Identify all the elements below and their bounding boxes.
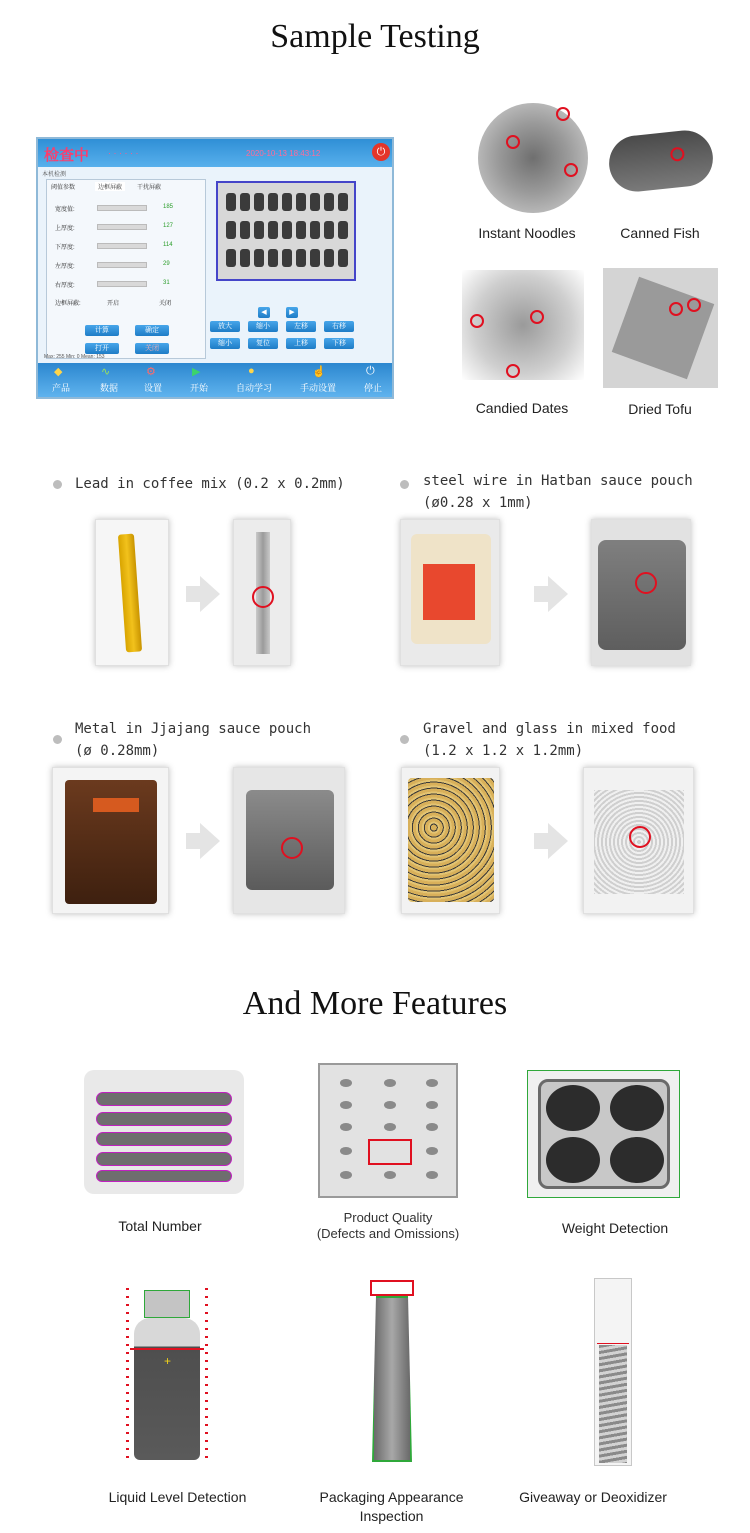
settings-icon: ⚙ <box>146 366 156 378</box>
move-left-button[interactable]: 左移 <box>286 321 316 332</box>
hmi-screen <box>36 137 394 399</box>
section-title-sample-testing: Sample Testing <box>270 18 480 55</box>
hmi-stats: Max: 255 Min: 0 Mean: 153 <box>44 354 105 360</box>
calc-button[interactable]: 计算 <box>85 325 119 336</box>
reset-button[interactable]: 复位 <box>248 338 278 349</box>
hmi-header <box>38 139 392 167</box>
hand-icon: ☝ <box>312 366 326 378</box>
arrow-stem <box>534 586 548 602</box>
tab-edge[interactable]: 边框屏蔽 <box>95 182 125 191</box>
crosshair-icon: + <box>164 1354 172 1368</box>
zoom-out-button[interactable]: 缩小 <box>248 321 278 332</box>
caption-product-quality-sub: (Defects and Omissions) <box>316 1226 460 1241</box>
case-label-size: (ø0.28 x 1mm) <box>423 495 533 511</box>
nav-product[interactable]: 产品 <box>51 383 70 393</box>
nav-auto-learn[interactable]: 自动学习 <box>235 383 272 393</box>
giveaway-image <box>594 1278 632 1466</box>
section-title-more-features: And More Features <box>242 985 508 1022</box>
nav-start[interactable]: 开始 <box>189 383 208 393</box>
caption-weight-detection: Weight Detection <box>561 1220 669 1236</box>
arrow-right-icon <box>548 823 568 859</box>
hmi-datetime: 2020-10-13 18:43:12 <box>246 149 321 158</box>
nav-manual-setup[interactable]: 手动设置 <box>299 383 336 393</box>
bullet <box>53 480 62 489</box>
caption-instant-noodles: Instant Noodles <box>478 225 576 241</box>
foreign-body-marker <box>470 314 484 328</box>
zoom-in-button[interactable]: 放大 <box>210 321 240 332</box>
move-up-button[interactable]: 上移 <box>286 338 316 349</box>
slider[interactable] <box>97 243 147 249</box>
product-quality-image <box>318 1063 458 1198</box>
liquid-level-image <box>126 1288 208 1463</box>
case-label: Gravel and glass in mixed food <box>423 721 676 737</box>
foreign-body-marker <box>506 135 520 149</box>
packaging-appearance-image <box>362 1280 422 1465</box>
edge-off-radio[interactable]: 关闭 <box>159 301 172 307</box>
caption-candied-dates: Candied Dates <box>475 400 569 416</box>
open-button[interactable]: 打开 <box>85 343 119 354</box>
arrow-stem <box>186 586 200 602</box>
foreign-body-marker <box>556 107 570 121</box>
arrow-stem <box>186 833 200 849</box>
hmi-status: 检查中 <box>44 147 90 164</box>
canned-fish-xray <box>606 128 715 195</box>
power-icon[interactable]: ⏻ <box>372 143 390 161</box>
data-icon: ∿ <box>101 366 111 378</box>
edge-on-radio[interactable]: 开启 <box>107 301 120 307</box>
foreign-body-marker <box>506 364 520 378</box>
hmi-settings-panel: 阈值参数 边框屏蔽 干扰屏蔽 宽度值: 185 上厚度: 127 下厚度: 114 左厚度: 29 右厚度: 31 边框屏蔽: 开启 关闭 计算 确定 打开 关闭 <box>46 179 206 359</box>
foreign-body-marker <box>564 163 578 177</box>
product-icon: ◆ <box>54 366 63 378</box>
bullet <box>53 735 62 744</box>
close-button[interactable]: 关闭 <box>135 343 169 354</box>
jjajang-pouch-xray <box>233 767 345 914</box>
arrow-stem <box>534 833 548 849</box>
slider[interactable] <box>97 262 147 268</box>
play-icon: ▶ <box>192 366 201 378</box>
weight-detection-image <box>527 1070 680 1198</box>
foreign-body-marker <box>629 826 651 848</box>
total-number-image <box>84 1070 244 1194</box>
arrow-right-icon[interactable]: ▶ <box>286 307 298 318</box>
hmi-nav-bar <box>38 363 392 397</box>
arrow-right-icon <box>200 823 220 859</box>
foreign-body-marker <box>252 586 274 608</box>
coffee-mix-xray <box>233 519 291 666</box>
foreign-body-marker <box>687 298 701 312</box>
xray-tray-image <box>216 181 356 281</box>
bullet <box>400 480 409 489</box>
caption-total-number: Total Number <box>118 1218 202 1234</box>
case-label: Metal in Jjajang sauce pouch <box>75 721 312 737</box>
case-label: steel wire in Hatban sauce pouch <box>423 473 693 489</box>
foreign-body-marker <box>281 837 303 859</box>
hmi-subtitle: 本机检测 <box>42 172 67 178</box>
caption-product-quality: Product Quality <box>343 1210 433 1225</box>
case-label-size: (ø 0.28mm) <box>75 743 160 759</box>
coffee-mix-photo <box>95 519 169 666</box>
caption-dried-tofu: Dried Tofu <box>628 401 692 417</box>
arrow-left-icon[interactable]: ◀ <box>258 307 270 318</box>
case-label-size: (1.2 x 1.2 x 1.2mm) <box>423 743 584 759</box>
nav-stop[interactable]: 停止 <box>363 383 382 393</box>
foreign-body-marker <box>669 302 683 316</box>
move-right-button[interactable]: 右移 <box>324 321 354 332</box>
foreign-body-marker <box>670 147 685 162</box>
caption-canned-fish: Canned Fish <box>620 225 700 241</box>
slider[interactable] <box>97 205 147 211</box>
stop-icon: ⏻ <box>366 365 375 377</box>
hatban-pouch-xray <box>591 519 691 666</box>
bullet <box>400 735 409 744</box>
tab-interference[interactable]: 干扰屏蔽 <box>137 185 162 191</box>
confirm-button[interactable]: 确定 <box>135 325 169 336</box>
arrow-right-icon <box>200 576 220 612</box>
instant-noodles-xray <box>478 103 588 213</box>
move-down-button[interactable]: 下移 <box>324 338 354 349</box>
tab-threshold[interactable]: 阈值参数 <box>51 185 76 191</box>
mixed-food-photo <box>401 767 500 914</box>
case-label: Lead in coffee mix (0.2 x 0.2mm) <box>75 476 345 492</box>
nav-settings[interactable]: 设置 <box>143 383 162 393</box>
caption-liquid-level: Liquid Level Detection <box>108 1489 247 1505</box>
shrink-button[interactable]: 缩小 <box>210 338 240 349</box>
edge-label: 边框屏蔽: <box>55 301 81 307</box>
slider[interactable] <box>97 281 147 287</box>
caption-packaging-sub: Inspection <box>359 1508 424 1524</box>
foreign-body-marker <box>530 310 544 324</box>
nav-data[interactable]: 数据 <box>99 383 118 393</box>
hatban-pouch-photo <box>400 519 500 666</box>
hmi-dots: · · · · · · <box>108 148 139 158</box>
foreign-body-marker <box>635 572 657 594</box>
caption-packaging: Packaging Appearance <box>319 1489 464 1505</box>
caption-giveaway: Giveaway or Deoxidizer <box>519 1489 667 1505</box>
slider[interactable] <box>97 224 147 230</box>
mixed-food-xray <box>583 767 694 914</box>
jjajang-pouch-photo <box>52 767 169 914</box>
arrow-right-icon <box>548 576 568 612</box>
learn-icon: ● <box>248 365 255 377</box>
dried-tofu-xray <box>603 268 718 388</box>
candied-dates-xray <box>462 270 584 380</box>
